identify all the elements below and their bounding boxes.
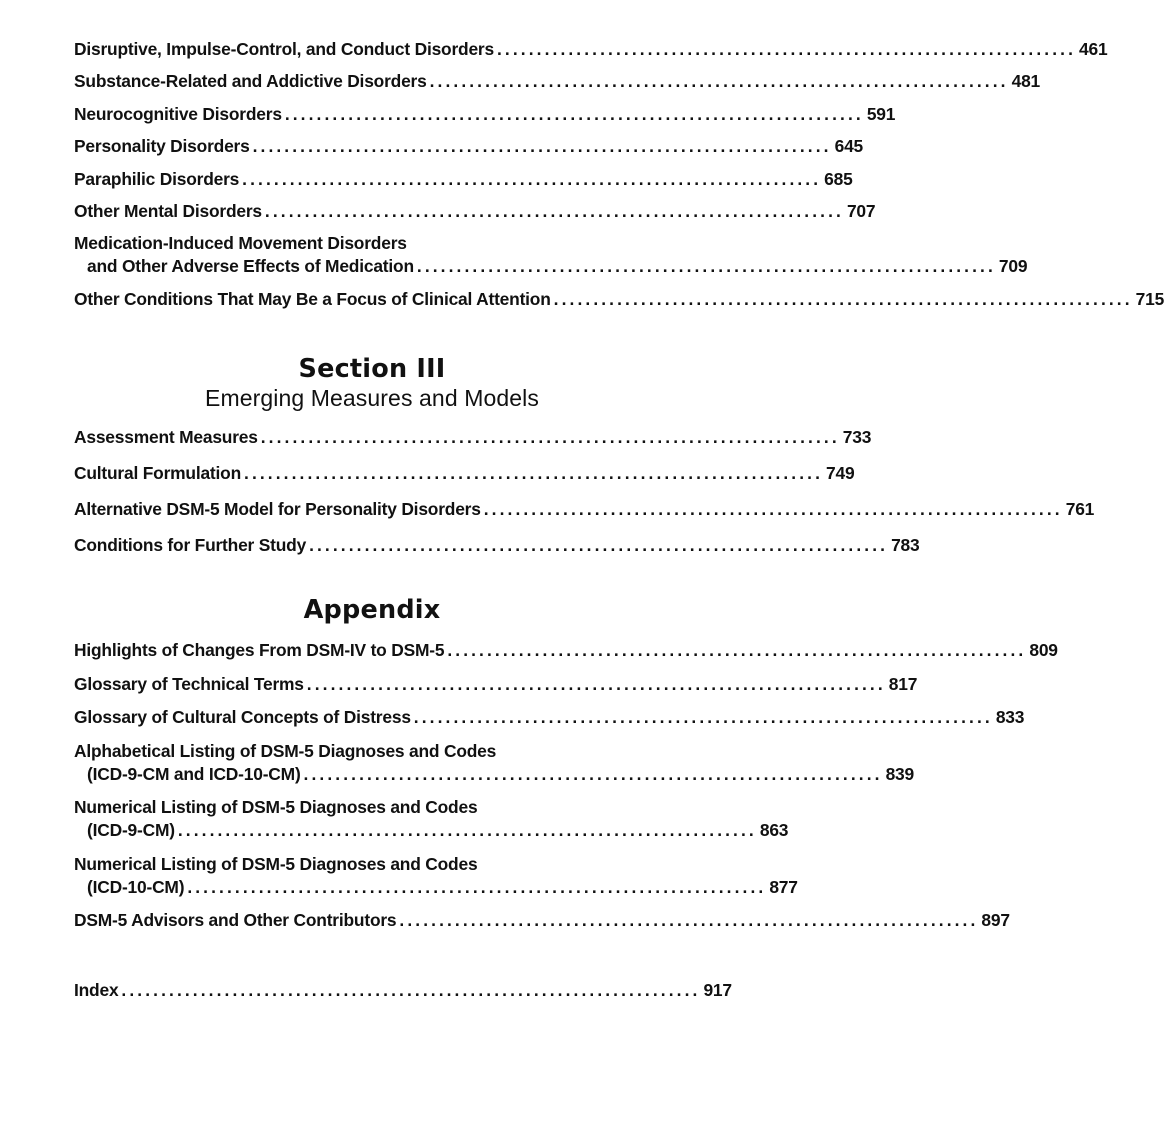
toc-entry[interactable] (74, 673, 918, 696)
dot-leader: ......................................................................... (242, 168, 822, 189)
toc-entry[interactable] (74, 200, 876, 223)
toc-group-index (74, 979, 732, 1011)
dot-leader: ......................................................................... (399, 910, 979, 930)
dot-leader: ......................................................................... (244, 463, 824, 483)
toc-entry-page: 917 (703, 980, 732, 1000)
toc-entry[interactable] (74, 853, 798, 899)
toc-entry-title: Numerical Listing of DSM-5 Diagnoses and Codes (74, 853, 478, 874)
toc-entry-page: 645 (834, 136, 864, 157)
toc-entry-title: Glossary of Cultural Concepts of Distress (74, 707, 411, 727)
toc-entry[interactable] (74, 796, 789, 842)
toc-entry-title: Medication-Induced Movement Disorders (74, 233, 407, 254)
toc-entry-page: 863 (759, 820, 789, 840)
toc-entry-title-line2: (ICD-10-CM) (87, 876, 185, 897)
toc-entry-page: 733 (842, 427, 872, 447)
dot-leader: ......................................................................... (553, 288, 1133, 309)
toc-entry-continuation (74, 255, 1028, 278)
toc-entry-title: Index (74, 980, 119, 1000)
toc-entry[interactable] (74, 168, 853, 191)
toc-entry-title: Personality Disorders (74, 136, 250, 157)
toc-entry[interactable] (74, 232, 1028, 278)
toc-entry-page: 809 (1029, 640, 1058, 660)
toc-entry-title: Glossary of Technical Terms (74, 673, 304, 694)
dot-leader: ......................................................................... (303, 763, 883, 784)
toc-entry-page: 783 (891, 535, 920, 555)
dot-leader: ......................................................................... (496, 39, 1076, 59)
toc-entry-title: Alternative DSM-5 Model for Personality Disorders (74, 499, 481, 519)
dot-leader: ......................................................................... (306, 673, 886, 694)
toc-entry-title: Other Mental Disorders (74, 200, 262, 221)
toc-entry[interactable] (74, 979, 732, 1002)
toc-entry-title-line2: and Other Adverse Effects of Medication (87, 256, 414, 277)
section-subtitle: Emerging Measures and Models (205, 385, 539, 411)
toc-entry[interactable] (74, 909, 1010, 932)
toc-entry[interactable] (74, 498, 1095, 521)
toc-entry-page: 761 (1065, 499, 1095, 519)
toc-entry-title: Alphabetical Listing of DSM-5 Diagnoses and Codes (74, 740, 497, 761)
dot-leader: ......................................................................... (483, 499, 1063, 519)
toc-entry[interactable] (74, 70, 1041, 93)
dot-leader: ......................................................................... (429, 71, 1009, 92)
toc-entry-page: 709 (998, 256, 1028, 277)
toc-entry-page: 685 (824, 168, 853, 189)
section-heading: Appendix (303, 595, 441, 625)
toc-entry-title: Substance-Related and Addictive Disorders (74, 71, 427, 92)
toc-entry-page: 707 (846, 200, 876, 221)
toc-entry-title: Other Conditions That May Be a Focus of Clinical Attention (74, 288, 551, 309)
toc-entry-page: 749 (826, 463, 855, 483)
toc-entry-title-line2: (ICD-9-CM and ICD-10-CM) (87, 763, 301, 784)
dot-leader: ......................................................................... (284, 103, 864, 124)
toc-entry[interactable] (74, 740, 914, 786)
toc-entry-continuation (74, 763, 914, 786)
toc-entry[interactable] (74, 426, 872, 449)
dot-leader: ......................................................................... (447, 640, 1027, 660)
toc-entry[interactable] (74, 38, 1108, 61)
toc-entry-continuation (74, 876, 798, 899)
toc-entry-title: Highlights of Changes From DSM-IV to DSM-5 (74, 640, 445, 660)
toc-entry-page: 833 (995, 707, 1025, 727)
toc-group-section-iii (74, 354, 1095, 566)
toc-entry-title-line2: (ICD-9-CM) (87, 820, 175, 840)
toc-entry-continuation (74, 819, 789, 842)
dot-leader: ......................................................................... (187, 876, 767, 897)
toc-entry-title: Disruptive, Impulse-Control, and Conduct Disorders (74, 39, 494, 59)
dot-leader: ......................................................................... (416, 256, 996, 277)
dot-leader: ......................................................................... (260, 427, 840, 447)
toc-entry-page: 591 (866, 103, 896, 124)
toc-entry[interactable] (74, 534, 920, 557)
dot-leader: ......................................................................... (309, 535, 889, 555)
toc-group-appendix (74, 595, 1058, 941)
toc-entry-title: Conditions for Further Study (74, 535, 307, 555)
toc-entry-page: 839 (885, 763, 914, 784)
dot-leader: ......................................................................... (264, 200, 844, 221)
toc-entry[interactable] (74, 462, 855, 485)
toc-entry-title: Assessment Measures (74, 427, 258, 447)
toc-entry[interactable] (74, 639, 1058, 662)
toc-entry-title: Numerical Listing of DSM-5 Diagnoses and Codes (74, 797, 478, 817)
toc-entry-page: 897 (981, 910, 1010, 930)
toc-entry-title: Paraphilic Disorders (74, 168, 240, 189)
toc-entry-page: 481 (1011, 71, 1041, 92)
toc-entry[interactable] (74, 103, 896, 126)
dot-leader: ......................................................................... (252, 136, 832, 157)
toc-entry-page: 461 (1079, 39, 1108, 59)
toc-group-disorders (74, 38, 1164, 320)
toc-entry-title: Neurocognitive Disorders (74, 103, 282, 124)
toc-entry-page: 715 (1135, 288, 1164, 309)
toc-entry-title: Cultural Formulation (74, 463, 242, 483)
dot-leader: ......................................................................... (121, 980, 701, 1000)
section-heading: Section III (298, 354, 446, 384)
dot-leader: ......................................................................... (177, 820, 757, 840)
toc-entry-title: DSM-5 Advisors and Other Contributors (74, 910, 397, 930)
toc-entry-page: 817 (888, 673, 918, 694)
toc-entry[interactable] (74, 288, 1164, 311)
toc-entry[interactable] (74, 706, 1025, 729)
toc-entry[interactable] (74, 135, 864, 158)
toc-entry-page: 877 (769, 876, 798, 897)
dot-leader: ......................................................................... (413, 707, 993, 727)
